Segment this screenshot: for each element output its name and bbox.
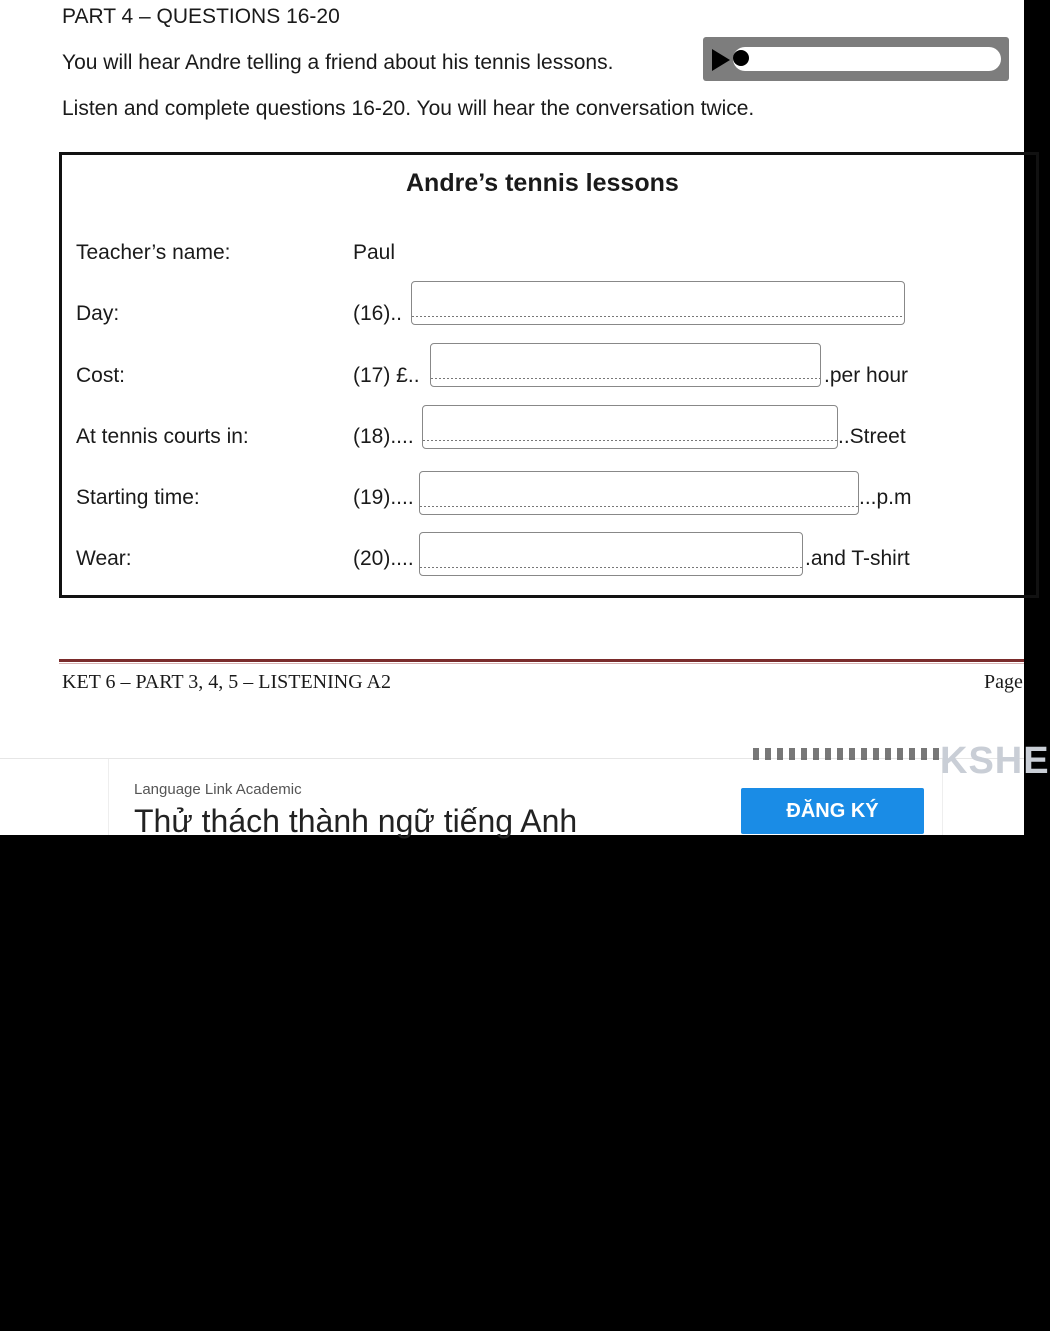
ad-sponsor-name: Language Link Academic [134, 781, 302, 798]
answer-19-input[interactable] [419, 471, 859, 515]
ad-card-edge-left [108, 759, 109, 835]
ad-banner[interactable] [0, 758, 1024, 839]
answer-18-input[interactable] [422, 405, 838, 449]
footer-page-label: Page [984, 671, 1023, 693]
question-19-number: (19).... [353, 486, 414, 509]
part-heading: PART 4 – QUESTIONS 16-20 [62, 5, 340, 28]
instructions-line-2: Listen and complete questions 16-20. You will hear the conversation twice. [62, 97, 755, 120]
liveworksheets-watermark: KSHE [940, 740, 1050, 782]
question-20-suffix: .and T-shirt [805, 547, 910, 570]
form-label-day: Day: [76, 302, 120, 325]
teacher-name-value: Paul [353, 241, 396, 264]
ad-headline[interactable]: Thử thách thành ngữ tiếng Anh [134, 803, 578, 839]
question-18-number: (18).... [353, 425, 414, 448]
form-title: Andre’s tennis lessons [406, 169, 679, 197]
question-19-suffix: ...p.m [859, 486, 912, 509]
form-label-start-time: Starting time: [76, 486, 200, 509]
form-label-wear: Wear: [76, 547, 132, 570]
answer-16-input[interactable] [411, 281, 905, 325]
instructions-line-1: You will hear Andre telling a friend about his tennis lessons. [62, 51, 614, 74]
audio-scrubber-knob[interactable] [733, 50, 749, 66]
footer-course-title: KET 6 – PART 3, 4, 5 – LISTENING A2 [62, 671, 392, 693]
watermark-logo-mark [753, 748, 939, 760]
question-17-suffix: .per hour [824, 364, 909, 387]
question-17-number: (17) £.. [353, 364, 420, 387]
question-20-number: (20).... [353, 547, 414, 570]
question-form [59, 152, 1039, 598]
question-16-number: (16).. [353, 302, 403, 325]
question-18-suffix: ..Street [838, 425, 906, 448]
form-label-teacher: Teacher’s name: [76, 241, 231, 264]
answer-20-input[interactable] [419, 532, 803, 576]
form-label-cost: Cost: [76, 364, 126, 387]
footer-divider-shadow [59, 663, 1024, 664]
play-icon[interactable] [712, 49, 730, 71]
audio-progress-track[interactable] [733, 47, 1001, 71]
form-label-courts: At tennis courts in: [76, 425, 249, 448]
footer-divider [59, 659, 1024, 662]
answer-17-input[interactable] [430, 343, 821, 387]
ad-register-button[interactable]: ĐĂNG KÝ [741, 788, 924, 834]
